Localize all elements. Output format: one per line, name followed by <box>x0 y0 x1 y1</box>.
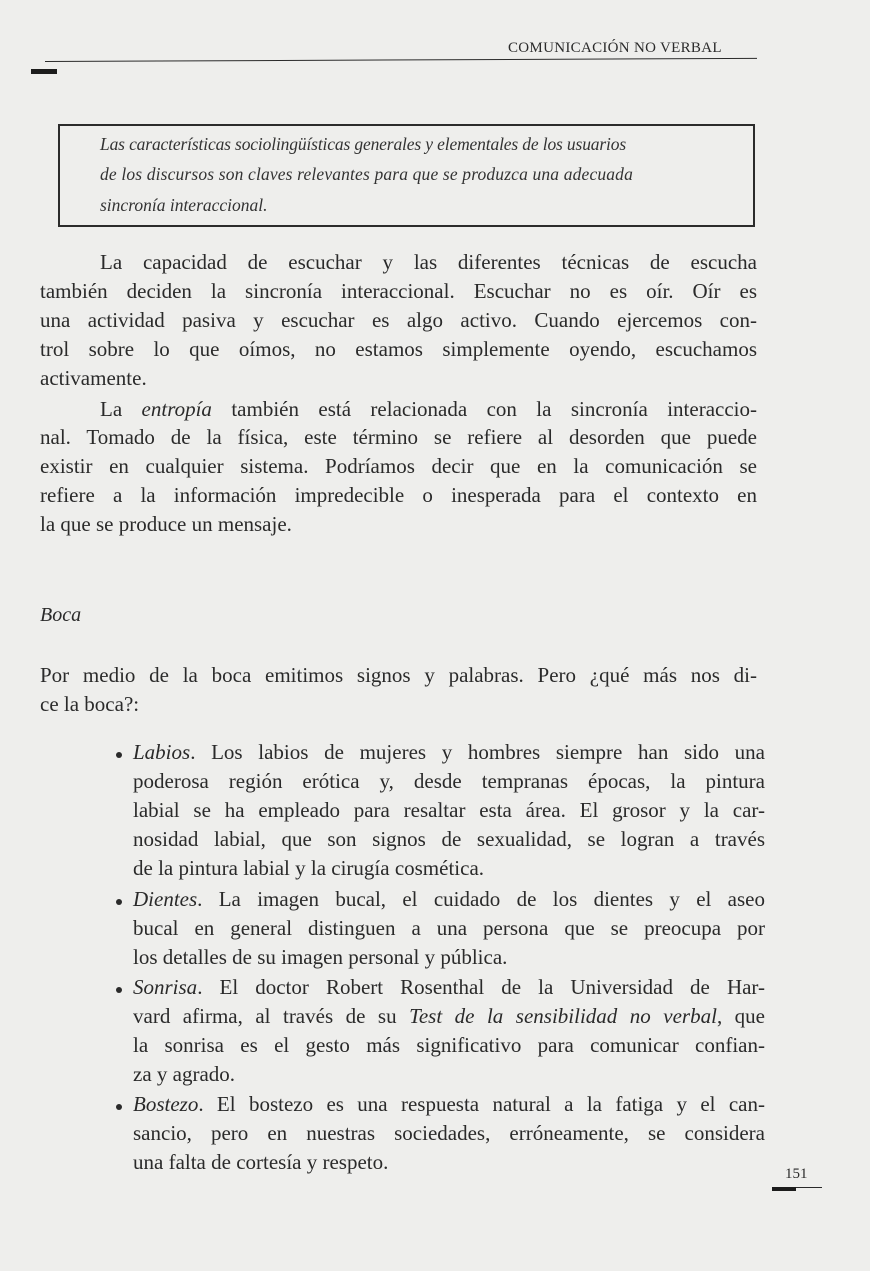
paragraph-line: ce la boca?: <box>40 692 140 716</box>
paragraph-line: refiere a la información impredecible o inesperada para el contexto en <box>40 483 757 507</box>
paragraph-line: existir en cualquier sistema. Podríamos decir que en la comunicación se <box>40 454 757 478</box>
bullet-icon <box>116 1104 122 1110</box>
paragraph-line: la que se produce un mensaje. <box>40 512 292 536</box>
paragraph-line: activamente. <box>40 366 147 390</box>
text-run: . Los labios de mujeres y hombres siempre han sido una <box>190 740 765 764</box>
header-rule <box>45 58 757 62</box>
footer-rule-marker <box>772 1187 796 1191</box>
section-heading: Boca <box>40 604 82 626</box>
paragraph-line: trol sobre lo que oímos, no estamos simplemente oyendo, escuchamos <box>40 337 757 361</box>
paragraph-line <box>100 397 757 422</box>
list-item-line: nosidad labial, que son signos de sexualidad, se logran a través <box>133 827 765 851</box>
list-item-line: de la pintura labial y la cirugía cosmética. <box>133 856 485 880</box>
list-item-term: Labios <box>133 740 191 764</box>
list-item-line <box>133 887 765 912</box>
paragraph-line: La capacidad de escuchar y las diferentes técnicas de escucha <box>100 250 757 274</box>
list-item-term: Dientes <box>133 887 198 911</box>
text-run: . La imagen bucal, el cuidado de los dientes y el aseo <box>197 887 765 911</box>
list-item-line: una falta de cortesía y respeto. <box>133 1150 389 1174</box>
header-rule-marker <box>31 69 57 74</box>
emphasized-term: entropía <box>141 397 212 421</box>
running-header-title: COMUNICACIÓN NO VERBAL <box>508 40 722 56</box>
callout-line: de los discursos son claves relevantes para que se produzca una adecuada <box>100 164 633 184</box>
test-title: Test de la sensibilidad no verbal <box>409 1004 717 1028</box>
list-item-line: los detalles de su imagen personal y pública. <box>133 945 508 969</box>
text-run: . El bostezo es una respuesta natural a la fatiga y el can- <box>198 1092 765 1116</box>
callout-box <box>58 124 755 227</box>
list-item-term: Bostezo <box>133 1092 199 1116</box>
text-run: también está relacionada con la sincronía interaccio- <box>211 397 757 421</box>
bullet-icon <box>116 899 122 905</box>
callout-line: Las características sociolingüísticas generales y elementales de los usuarios <box>100 134 627 154</box>
list-item-line: labial se ha empleado para resaltar esta área. El grosor y la car- <box>133 798 765 822</box>
text-run: La <box>100 397 142 421</box>
paragraph-line: una actividad pasiva y escuchar es algo activo. Cuando ejercemos con- <box>40 308 757 332</box>
text-run: , que <box>716 1004 765 1028</box>
paragraph-line: también deciden la sincronía interaccional. Escuchar no es oír. Oír es <box>40 279 757 303</box>
callout-line: sincronía interaccional. <box>100 195 268 215</box>
list-item-line <box>133 740 765 765</box>
list-item-line <box>133 1092 765 1117</box>
page-number: 151 <box>785 1166 808 1182</box>
list-item-line: za y agrado. <box>133 1062 236 1086</box>
text-run: vard afirma, al través de su <box>133 1004 410 1028</box>
bullet-icon <box>116 752 122 758</box>
list-item-line: poderosa región erótica y, desde tempranas épocas, la pintura <box>133 769 765 793</box>
list-item-line: sancio, pero en nuestras sociedades, erróneamente, se considera <box>133 1121 765 1145</box>
list-item-line: bucal en general distinguen a una persona que se preocupa por <box>133 916 765 940</box>
paragraph-line: nal. Tomado de la física, este término se refiere al desorden que puede <box>40 425 757 449</box>
text-run: . El doctor Robert Rosenthal de la Universidad de Har- <box>197 975 765 999</box>
paragraph-line: Por medio de la boca emitimos signos y palabras. Pero ¿qué más nos di- <box>40 663 757 687</box>
list-item-term: Sonrisa <box>133 975 198 999</box>
bullet-icon <box>116 987 122 993</box>
list-item-line <box>133 975 765 1000</box>
list-item-line <box>133 1004 765 1029</box>
list-item-line: la sonrisa es el gesto más significativo para comunicar confian- <box>133 1033 765 1057</box>
